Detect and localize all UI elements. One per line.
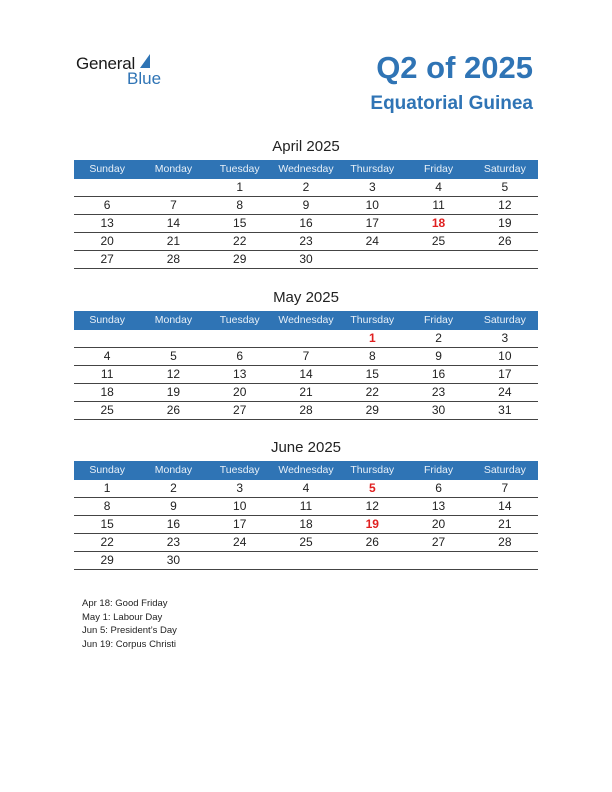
day-cell: 14 bbox=[299, 367, 313, 381]
weekday-label: Wednesday bbox=[278, 464, 334, 476]
holiday-notes bbox=[82, 597, 177, 651]
empty-day-cell bbox=[140, 330, 206, 347]
weekday-label: Sunday bbox=[89, 314, 125, 326]
week-row bbox=[74, 552, 538, 570]
weekday-label: Friday bbox=[423, 464, 454, 476]
weekday-header bbox=[74, 160, 538, 179]
day-cell: 23 bbox=[299, 234, 313, 248]
holiday-day-cell: 5 bbox=[368, 481, 376, 495]
empty-day-cell bbox=[140, 179, 206, 196]
week-row bbox=[74, 366, 538, 384]
month-title: June 2025 bbox=[270, 439, 342, 456]
week-row bbox=[74, 197, 538, 215]
day-cell: 24 bbox=[365, 234, 379, 248]
logo-triangle-icon bbox=[140, 54, 150, 68]
week-row bbox=[74, 516, 538, 534]
empty-day-cell bbox=[207, 330, 273, 347]
weekday-label: Wednesday bbox=[278, 163, 334, 175]
day-cell: 13 bbox=[100, 216, 114, 230]
month-calendar-june bbox=[74, 437, 538, 570]
day-cell: 1 bbox=[103, 481, 111, 495]
generalblue-logo bbox=[76, 52, 186, 92]
week-row bbox=[74, 215, 538, 233]
day-cell: 13 bbox=[233, 367, 247, 381]
week-row bbox=[74, 251, 538, 269]
day-cell: 8 bbox=[368, 349, 376, 363]
empty-day-cell bbox=[405, 552, 471, 569]
weekday-label: Tuesday bbox=[219, 163, 260, 175]
day-cell: 8 bbox=[103, 499, 111, 513]
holiday-note: May 1: Labour Day bbox=[82, 611, 163, 623]
day-cell: 20 bbox=[233, 385, 247, 399]
day-cell: 19 bbox=[166, 385, 181, 399]
day-cell: 31 bbox=[498, 403, 512, 417]
weekday-label: Monday bbox=[154, 464, 193, 476]
empty-day-cell bbox=[472, 251, 538, 268]
day-cell: 10 bbox=[498, 349, 512, 363]
day-cell: 15 bbox=[233, 216, 247, 230]
day-cell: 14 bbox=[498, 499, 512, 513]
day-cell: 11 bbox=[299, 499, 313, 513]
day-cell: 7 bbox=[302, 349, 310, 363]
week-row bbox=[74, 348, 538, 366]
holiday-note: Jun 5: President’s Day bbox=[82, 625, 177, 636]
empty-day-cell bbox=[472, 552, 538, 569]
day-cell: 8 bbox=[236, 198, 244, 212]
day-cell: 4 bbox=[302, 481, 310, 495]
week-row bbox=[74, 233, 538, 251]
day-cell: 30 bbox=[299, 252, 313, 266]
day-cell: 11 bbox=[432, 198, 445, 212]
day-cell: 9 bbox=[302, 198, 310, 212]
month-title: April 2025 bbox=[272, 138, 340, 155]
weekday-label: Saturday bbox=[483, 314, 526, 326]
day-cell: 20 bbox=[431, 517, 446, 531]
weekday-label: Tuesday bbox=[219, 464, 260, 476]
day-cell: 9 bbox=[435, 349, 442, 363]
weekday-label: Friday bbox=[423, 163, 454, 175]
holiday-day-cell: 1 bbox=[368, 331, 376, 345]
weekday-label: Wednesday bbox=[278, 314, 334, 326]
day-cell: 3 bbox=[501, 331, 509, 345]
day-cell: 29 bbox=[365, 403, 379, 417]
day-cell: 15 bbox=[365, 367, 379, 381]
day-cell: 22 bbox=[100, 535, 114, 549]
empty-day-cell bbox=[273, 552, 339, 569]
week-row bbox=[74, 480, 538, 498]
quarter-title: Q2 of 2025 bbox=[376, 50, 533, 85]
day-cell: 9 bbox=[170, 499, 177, 513]
week-row bbox=[74, 402, 538, 420]
weekday-label: Thursday bbox=[350, 314, 395, 326]
empty-day-cell bbox=[207, 552, 273, 569]
day-cell: 30 bbox=[166, 553, 181, 567]
day-cell: 16 bbox=[431, 367, 446, 381]
day-cell: 14 bbox=[166, 216, 181, 230]
month-title: May 2025 bbox=[273, 289, 339, 306]
day-cell: 7 bbox=[501, 481, 509, 495]
day-cell: 6 bbox=[236, 349, 244, 363]
holiday-note: Jun 19: Corpus Christi bbox=[82, 638, 176, 650]
day-cell: 4 bbox=[435, 180, 442, 194]
day-cell: 16 bbox=[299, 216, 313, 230]
day-cell: 21 bbox=[498, 517, 512, 531]
day-cell: 27 bbox=[233, 403, 247, 417]
empty-day-cell bbox=[74, 330, 140, 347]
day-cell: 12 bbox=[498, 198, 512, 212]
day-cell: 24 bbox=[498, 385, 512, 399]
logo-word-general: General bbox=[76, 54, 136, 73]
day-cell: 12 bbox=[166, 367, 181, 381]
day-cell: 29 bbox=[100, 553, 114, 567]
week-row bbox=[74, 384, 538, 402]
day-cell: 13 bbox=[431, 499, 446, 513]
day-cell: 16 bbox=[166, 517, 181, 531]
day-cell: 25 bbox=[431, 234, 446, 248]
country-title: Equatorial Guinea bbox=[370, 93, 533, 114]
day-cell: 27 bbox=[100, 252, 114, 266]
day-cell: 29 bbox=[233, 252, 247, 266]
day-cell: 22 bbox=[233, 234, 247, 248]
day-cell: 4 bbox=[103, 349, 111, 363]
day-cell: 5 bbox=[170, 349, 177, 363]
day-cell: 10 bbox=[365, 198, 379, 212]
day-cell: 18 bbox=[299, 517, 313, 531]
month-calendar-april bbox=[74, 136, 538, 269]
logo-word-blue: Blue bbox=[127, 69, 162, 88]
day-cell: 21 bbox=[166, 234, 181, 248]
weekday-label: Thursday bbox=[350, 464, 395, 476]
day-cell: 10 bbox=[233, 499, 247, 513]
empty-day-cell bbox=[273, 330, 339, 347]
weekday-header bbox=[74, 311, 538, 330]
weekday-label: Friday bbox=[423, 314, 454, 326]
day-cell: 26 bbox=[498, 234, 512, 248]
holiday-note: Apr 18: Good Friday bbox=[82, 598, 168, 609]
day-cell: 17 bbox=[498, 367, 512, 381]
day-cell: 2 bbox=[170, 481, 177, 495]
weekday-header bbox=[74, 461, 538, 480]
day-cell: 5 bbox=[501, 180, 509, 194]
weekday-label: Monday bbox=[154, 314, 193, 326]
weekday-label: Monday bbox=[154, 163, 193, 175]
weekday-label: Sunday bbox=[89, 163, 125, 175]
day-cell: 26 bbox=[166, 403, 181, 417]
day-cell: 25 bbox=[100, 403, 114, 417]
day-cell: 28 bbox=[166, 252, 181, 266]
holiday-day-cell: 19 bbox=[365, 517, 379, 531]
empty-day-cell bbox=[339, 552, 405, 569]
day-cell: 28 bbox=[299, 403, 313, 417]
day-cell: 20 bbox=[100, 234, 114, 248]
weekday-label: Tuesday bbox=[219, 314, 260, 326]
day-cell: 28 bbox=[498, 535, 512, 549]
day-cell: 11 bbox=[100, 367, 114, 381]
day-cell: 17 bbox=[365, 216, 379, 230]
day-cell: 30 bbox=[431, 403, 446, 417]
day-cell: 6 bbox=[103, 198, 111, 212]
day-cell: 2 bbox=[302, 180, 310, 194]
day-cell: 18 bbox=[100, 385, 114, 399]
empty-day-cell bbox=[74, 179, 140, 196]
day-cell: 15 bbox=[100, 517, 114, 531]
day-cell: 17 bbox=[233, 517, 247, 531]
day-cell: 3 bbox=[236, 481, 244, 495]
day-cell: 12 bbox=[365, 499, 379, 513]
day-cell: 27 bbox=[431, 535, 446, 549]
week-row bbox=[74, 179, 538, 197]
empty-day-cell bbox=[339, 251, 405, 268]
week-row bbox=[74, 534, 538, 552]
weekday-label: Saturday bbox=[483, 464, 526, 476]
day-cell: 26 bbox=[365, 535, 379, 549]
empty-day-cell bbox=[405, 251, 471, 268]
day-cell: 21 bbox=[299, 385, 313, 399]
day-cell: 7 bbox=[170, 198, 177, 212]
week-row bbox=[74, 330, 538, 348]
day-cell: 3 bbox=[368, 180, 376, 194]
day-cell: 24 bbox=[233, 535, 247, 549]
day-cell: 22 bbox=[365, 385, 379, 399]
weekday-label: Saturday bbox=[483, 163, 526, 175]
week-row bbox=[74, 498, 538, 516]
weekday-label: Sunday bbox=[89, 464, 125, 476]
day-cell: 23 bbox=[431, 385, 446, 399]
day-cell: 23 bbox=[166, 535, 181, 549]
day-cell: 19 bbox=[498, 216, 512, 230]
day-cell: 25 bbox=[299, 535, 313, 549]
weekday-label: Thursday bbox=[350, 163, 395, 175]
month-calendar-may bbox=[74, 287, 538, 420]
day-cell: 6 bbox=[435, 481, 442, 495]
day-cell: 1 bbox=[236, 180, 244, 194]
holiday-day-cell: 18 bbox=[431, 216, 446, 230]
day-cell: 2 bbox=[435, 331, 442, 345]
